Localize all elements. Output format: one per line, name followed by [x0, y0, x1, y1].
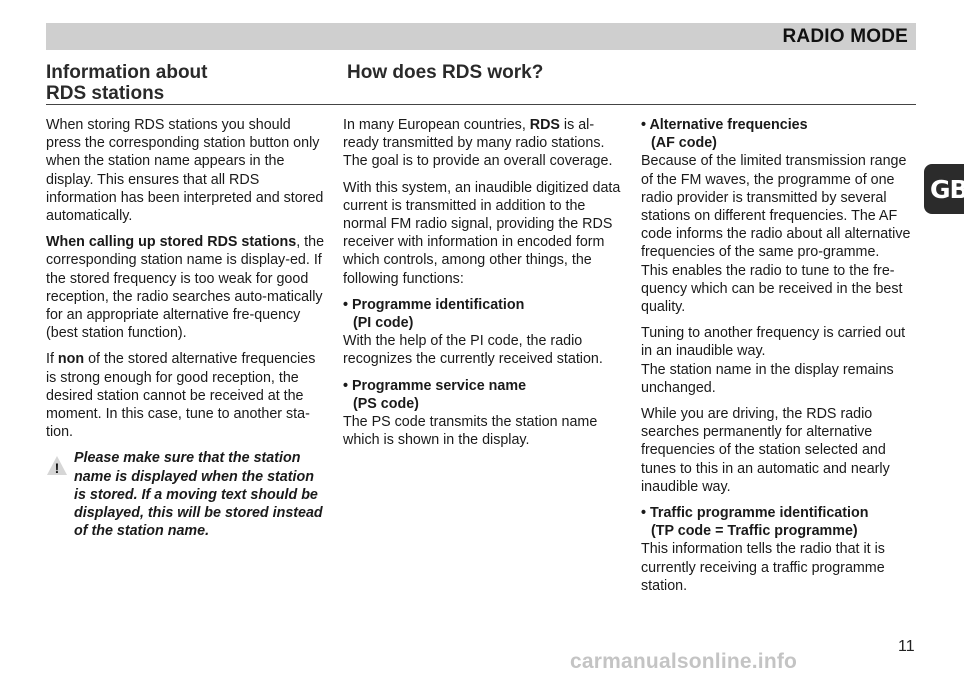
- bullet-af-title: • Alternative frequencies: [641, 117, 808, 133]
- language-tab-label: GB: [930, 175, 968, 204]
- tp-code-text: This information tells the radio that it is currently receiving a traffic programme station.: [641, 541, 885, 594]
- left-heading-line1: Information about: [46, 62, 208, 83]
- bullet-pi-title: • Programme identification: [343, 296, 525, 313]
- tuning-text-b: The station name in the display remains unchanged.: [641, 361, 894, 396]
- left-paragraph-3-bold: non: [57, 351, 85, 368]
- tuning-text-a: Tuning to another frequency is carried out in an inaudible way.: [641, 325, 906, 360]
- bullet-pi-code-label: (PI code): [353, 315, 414, 332]
- header-bar: [46, 23, 916, 50]
- language-tab-gb: [924, 164, 968, 214]
- svg-text:!: !: [54, 460, 60, 477]
- pi-code-text: With the help of the PI code, the radio recognizes the currently received station.: [343, 333, 603, 368]
- right-column: [641, 116, 913, 603]
- bullet-tp-code: [641, 504, 913, 540]
- bullet-ps-code: [343, 377, 621, 413]
- warning-icon: [46, 455, 68, 477]
- bullet-af-code: [641, 116, 913, 152]
- left-paragraph-1: When storing RDS stations you should press the corresponding station button only when the station name appears in the display. This ensures that all RDS information has been interpreted and stored automatically.: [46, 117, 324, 225]
- af-code-text: [641, 152, 913, 316]
- left-paragraph-2-text: , the corresponding station name is display-ed. If the stored frequency is too weak for good reception, the radio searches auto-matically for an appropriate alternative fre-quency (best station function).: [46, 234, 325, 342]
- middle-paragraph-1-pre: In many European countries,: [343, 117, 530, 133]
- bullet-ps-title: • Programme service name: [343, 377, 527, 394]
- heading-divider: [46, 104, 916, 105]
- left-paragraph-2-bold: When calling up stored RDS stations: [46, 234, 297, 251]
- right-paragraph-tuning: [641, 324, 913, 397]
- left-section-heading: [46, 62, 207, 104]
- left-heading-line2: RDS stations: [46, 83, 165, 104]
- page-header-title: RADIO MODE: [782, 26, 908, 47]
- left-column: [46, 116, 326, 540]
- af-code-text-b: This enables the radio to tune to the fre-quency which can be received in the best quality.: [641, 262, 903, 316]
- left-paragraph-2: [46, 233, 326, 342]
- bullet-af-code-label: (AF code): [651, 135, 717, 152]
- page-number: 11: [898, 638, 915, 655]
- left-paragraph-3-pre: If: [46, 351, 58, 368]
- middle-paragraph-2: With this system, an inaudible digitized data current is transmitted in addition to the normal FM radio signal, providing the RDS receiver with information in encoded form which controls, among other things, the following functions:: [343, 179, 621, 287]
- middle-paragraph-1-bold: RDS: [529, 117, 560, 133]
- middle-paragraph-1: [343, 116, 621, 171]
- middle-column: [343, 116, 621, 457]
- middle-section-heading: How does RDS work?: [347, 62, 544, 83]
- right-paragraph-driving: While you are driving, the RDS radio searches permanently for alternative frequencies of the station selected and tunes to this in an automatic and nearly inaudible way.: [641, 406, 890, 495]
- left-paragraph-3: [46, 350, 326, 441]
- watermark: carmanualsonline.info: [570, 650, 798, 673]
- bullet-tp-title: • Traffic programme identification: [641, 505, 869, 522]
- ps-code-text: The PS code transmits the station name which is shown in the display.: [343, 414, 598, 449]
- warning-text: Please make sure that the station name is displayed when the station is stored. If a moving text should be displayed, this will be stored instead of the station name.: [74, 450, 323, 540]
- af-code-text-a: Because of the limited transmission range of the FM waves, the programme of one radio provider is transmitted by several stations on different frequencies. The AF code informs the radio about all alternative frequencies of the same pro-gramme.: [641, 153, 911, 261]
- bullet-tp-code-label: (TP code = Traffic programme): [651, 523, 858, 540]
- left-paragraph-3-text: of the stored alternative frequencies is strong enough for good reception, the desired station cannot be received at the moment. In this case, tune to another sta-tion.: [46, 351, 316, 441]
- bullet-ps-code-label: (PS code): [353, 395, 419, 412]
- middle-paragraph-1-text: is al-ready transmitted by many radio stations. The goal is to provide an overall coverage.: [343, 117, 613, 170]
- warning-note: [46, 449, 326, 540]
- bullet-pi-code: [343, 296, 621, 332]
